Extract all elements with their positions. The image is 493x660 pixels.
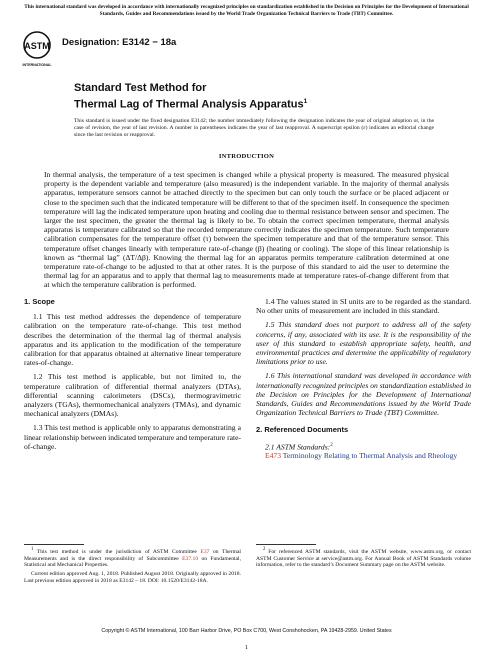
scope-para-1-6: 1.6 This international standard was developed in accordance with internationally recognized principles on standardization established in the Decision on Principles for the Development of International Standards, Guides and Recommendations issued by the World Trade Organization Technical Barriers to Trade (TBT) Committee.	[256, 371, 472, 418]
references-subheading	[256, 441, 471, 452]
scope-para-1-2: 1.2 This test method is applicable, but not limited to, the temperature calibration of differential thermal analyzers (DTAs), differential scanning calorimeters (DSCs), thermogravimetric analyzers (TGAs), thermomechanical analyzers (TMAs), and dynamic mechanical analyzers (DMAs).	[24, 372, 241, 419]
scope-heading: 1. Scope	[24, 297, 55, 306]
introduction-text: In thermal analysis, the temperature of a test specimen is changed while a physical property is measured. The measured physical property is the dependent variable and temperature (also measured) is the independent variable. In the majority of thermal analysis apparatus, temperature sensors cannot be attached directly to the specimen but can only touch the surface or be placed adjacent or close to the specimen such that the indicated temperature will be different to that of the specimen itself. In consequence the specimen temperature will lag the indicated temperature upon heating and cooling due to thermal resistance between sensor and specimen. The larger the test specimen, the greater the thermal lag is likely to be. To obtain the correct specimen temperature, thermal analysis apparatus is temperature calibrated so that the recorded temperature correctly indicates the specimen temperature. Such temperature calibration compensates for the temperature offset (τ) between the specimen temperature and that of the temperature sensor. This temperature offset changes linearly with temperature rate-of-change (β) (heating or cooling). The slope of this linear relationship is known as “thermal lag” (ΔT/Δβ). Knowing the thermal lag for an apparatus permits temperature calibration determined at one temperature rate-of-change to be adjusted to that at other rates. It is the purpose of this standard to aid the user to determine the thermal lag for an apparatus and to apply that thermal lag to measurements made at temperature rates-of-change different from that at which the temperature calibration is performed.	[44, 170, 449, 290]
footnote-1-text-a: This test method is under the jurisdiction of ASTM Committee	[36, 548, 201, 555]
footnote-2: $^2$ For referenced ASTM standards, visit the ASTM website, www.astm.org, or contact ASTM Customer Service at service@astm.org. For Annual Book of ASTM Standards volume information, refer to the standard’s Document Summary page on the ASTM website.	[256, 547, 471, 569]
page-number: 1	[244, 644, 249, 651]
reference-title-link[interactable]: Terminology Relating to Thermal Analysis and Rheology	[282, 451, 458, 461]
committee-link[interactable]: E37	[200, 548, 210, 555]
references-footnote-mark: 2	[330, 442, 333, 448]
footnote-1-text-b: on Thermal Measurements and is the direct responsibility of Subcommittee	[24, 548, 241, 562]
introduction-heading: INTRODUCTION	[218, 153, 275, 160]
reference-item[interactable]	[256, 451, 471, 460]
footnote-1-text-c: on Fundamental, Statistical and Mechanical Properties.	[24, 555, 241, 569]
left-column	[24, 297, 241, 456]
top-notice: This international standard was developed in accordance with internationally recognized principles on standardization established in the Decision on Principles for the Development of International Standards, Guides and Recommendations issued by the World Trade Organization Technical Barriers to Trade (TBT) Committee.	[24, 4, 469, 17]
footnotes-left	[24, 547, 241, 587]
document-title	[74, 82, 454, 112]
right-column	[256, 297, 471, 461]
scope-para-1-4: 1.4 The values stated in SI units are to be regarded as the standard. No other units of measurement are included in this standard.	[256, 297, 471, 316]
svg-text:ASTM: ASTM	[24, 41, 50, 51]
svg-text:INTERNATIONAL: INTERNATIONAL	[22, 63, 52, 67]
footnote-divider-left	[24, 544, 84, 545]
footnote-1-edition: Current edition approved Aug. 1, 2018. Published August 2018. Originally approved in 2018. Last previous edition approved in 2018 as E3142 – 18. DOI: 10.1520/E3142-18A.	[24, 571, 241, 585]
subcommittee-link[interactable]: E37.10	[182, 555, 199, 562]
footnote-divider-right	[256, 544, 316, 545]
scope-para-1-5: 1.5 This standard does not purport to address all of the safety concerns, if any, associated with its use. It is the responsibility of the user of this standard to establish appropriate safety, health, and environmental practices and determine the applicability of regulatory limitations prior to use.	[256, 320, 471, 367]
copyright-address: Copyright © ASTM International, 100 Barr Harbor Drive, PO Box C700, West Conshohocken, PA 19428-2959. United States	[101, 628, 392, 634]
reference-code-link[interactable]: E473	[265, 451, 282, 461]
footnotes-right	[256, 547, 471, 571]
scope-para-1-3: 1.3 This test method is applicable only to apparatus demonstrating a linear relationship between indicated temperature and temperature rate-of-change.	[24, 423, 241, 451]
astm-logo-icon	[22, 30, 52, 70]
references-heading: 2. Referenced Documents	[256, 425, 349, 435]
title-footnote-mark: 1	[303, 98, 308, 105]
designation: Designation: E3142 − 18a	[62, 37, 177, 48]
footnote-1: $^1$ This test method is under the jurisdiction of ASTM Committee E37 on Thermal Measurements and is the direct responsibility of Subcommittee E37.10 on Fundamental, Statistical and Mechanical Properties.	[24, 547, 241, 569]
title-line-1: Standard Test Method for	[74, 82, 207, 94]
footnote-2-text: For referenced ASTM standards, visit the ASTM website, www.astm.org, or contact ASTM Customer Service at service@astm.org. For Annual Book of ASTM Standards volume information, refer to the standard’s Document Summary page on the ASTM website.	[256, 548, 471, 569]
scope-para-1-1: 1.1 This test method addresses the dependence of temperature calibration on the temperature rate-of-change. This test method describes the determination of the thermal lag of thermal analysis apparatus and its application to the modification of the temperature calibration for that apparatus obtained at alternative linear temperature rates-of-change.	[24, 312, 241, 368]
title-text: Thermal Lag of Thermal Analysis Apparatus	[74, 98, 304, 111]
title-line-2	[74, 95, 454, 112]
standard-note: This standard is issued under the fixed designation E3142; the number immediately following the designation indicates the year of original adoption or, in the case of revision, the year of last revision. A number in parentheses indicates the year of last reapproval. A superscript epsilon (ε) indicates an editorial change since the last revision or reapproval.	[74, 118, 434, 138]
references-sub-text: 2.1 ASTM Standards:	[265, 442, 331, 452]
